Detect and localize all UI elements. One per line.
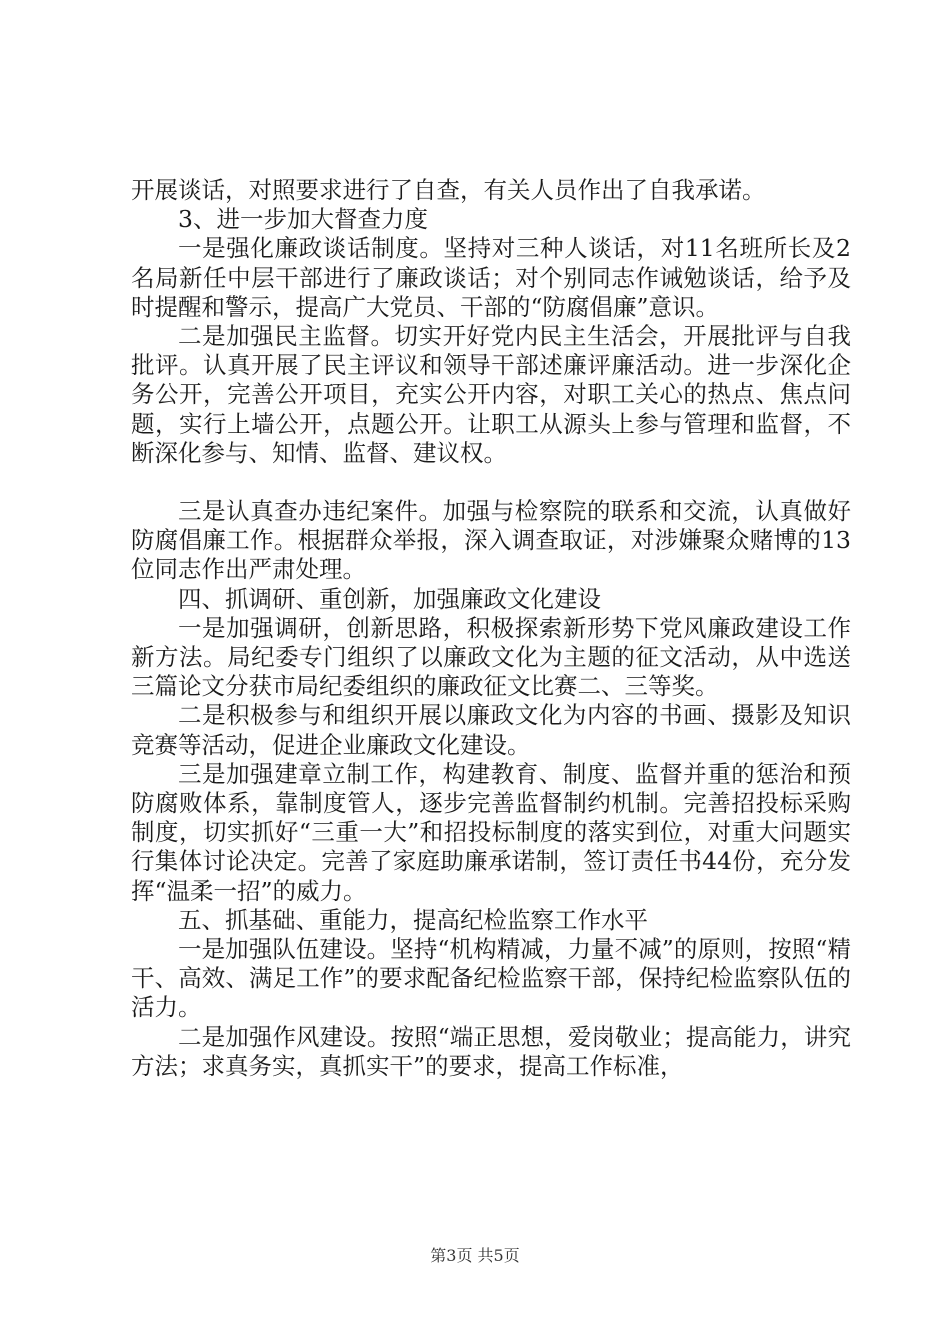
document-body [131, 176, 851, 1081]
section-heading-5: 五、抓基础、重能力，提高纪检监察工作水平 [178, 905, 648, 934]
page-number-footer: 第3页 共5页 [430, 1246, 520, 1265]
paragraph: 一是加强调研，创新思路，积极探索新形势下党风廉政建设工作新方法。局纪委专门组织了以廉政文化为主题的征文活动，从中选送三篇论文分获市局纪委组织的廉政征文比赛二、三等奖。 [131, 613, 851, 701]
section-heading-4: 四、抓调研、重创新，加强廉政文化建设 [178, 584, 601, 613]
paragraph: 一是强化廉政谈话制度。坚持对三种人谈话，对11名班所长及2名局新任中层干部进行了廉政谈话；对个别同志作诫勉谈话，给予及时提醒和警示，提高广大党员、干部的“防腐倡廉”意识。 [131, 234, 851, 321]
paragraph: 三是认真查办违纪案件。加强与检察院的联系和交流，认真做好防腐倡廉工作。根据群众举报，深入调查取证，对涉嫌聚众赌博的13位同志作出严肃处理。 [131, 497, 851, 584]
paragraph-continuation: 开展谈话，对照要求进行了自查，有关人员作出了自我承诺。 [131, 176, 766, 204]
paragraph: 二是加强民主监督。切实开好党内民主生活会，开展批评与自我批评。认真开展了民主评议和领导干部述廉评廉活动。进一步深化企务公开，完善公开项目，充实公开内容，对职工关心的热点、焦点问题，实行上墙公开，点题公开。让职工从源头上参与管理和监督，不断深化参与、知情、监督、建议权。 [131, 322, 851, 467]
paragraph: 二是积极参与和组织开展以廉政文化为内容的书画、摄影及知识竞赛等活动，促进企业廉政文化建设。 [131, 701, 851, 759]
section-heading-3: 3、进一步加大督查力度 [178, 205, 428, 234]
paragraph: 二是加强作风建设。按照“端正思想，爱岗敬业；提高能力，讲究方法；求真务实，真抓实干”的要求，提高工作标准， [131, 1022, 851, 1080]
paragraph: 一是加强队伍建设。坚持“机构精减，力量不减”的原则，按照“精干、高效、满足工作”的要求配备纪检监察干部，保持纪检监察队伍的活力。 [131, 935, 851, 1022]
paragraph: 三是加强建章立制工作，构建教育、制度、监督并重的惩治和预防腐败体系，靠制度管人，逐步完善监督制约机制。完善招投标采购制度，切实抓好“三重一大”和招投标制度的落实到位，对重大问题实行集体讨论决定。完善了家庭助廉承诺制，签订责任书44份，充分发挥“温柔一招”的威力。 [131, 759, 851, 905]
